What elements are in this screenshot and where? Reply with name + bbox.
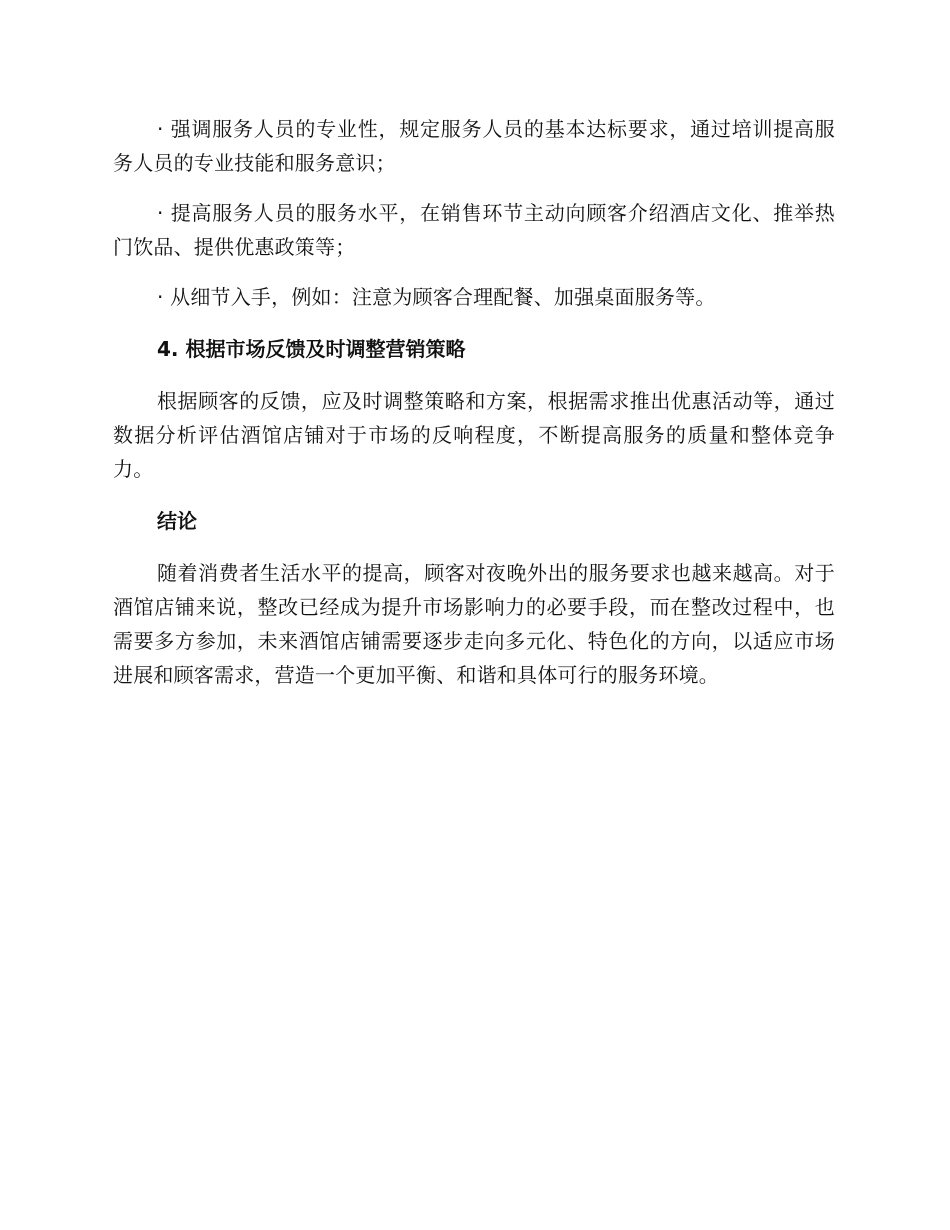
bullet-item-service-level: · 提高服务人员的服务水平，在销售环节主动向顾客介绍酒店文化、推举热门饮品、提供优惠政策等； bbox=[113, 201, 835, 259]
section-body-conclusion: 随着消费者生活水平的提高，顾客对夜晚外出的服务要求也越来越高。对于酒馆店铺来说，整改已经成为提升市场影响力的必要手段，而在整改过程中，也需要多方参加，未来酒馆店铺需要逐步走向多元化、特色化的方向，以适应市场进展和顾客需求，营造一个更加平衡、和谐和具体可行的服务环境。 bbox=[113, 561, 835, 687]
section-heading-market-feedback: 4. 根据市场反馈及时调整营销策略 bbox=[157, 337, 466, 361]
section-body-market-feedback: 根据顾客的反馈，应及时调整策略和方案，根据需求推出优惠活动等，通过数据分析评估酒馆店铺对于市场的反响程度，不断提高服务的质量和整体竞争力。 bbox=[113, 389, 835, 481]
section-heading-conclusion: 结论 bbox=[157, 509, 197, 533]
bullet-item-details: · 从细节入手，例如：注意为顾客合理配餐、加强桌面服务等。 bbox=[157, 285, 716, 309]
bullet-item-professionalism: · 强调服务人员的专业性，规定服务人员的基本达标要求，通过培训提高服务人员的专业技能和服务意识； bbox=[113, 117, 835, 175]
document-content bbox=[113, 112, 835, 692]
